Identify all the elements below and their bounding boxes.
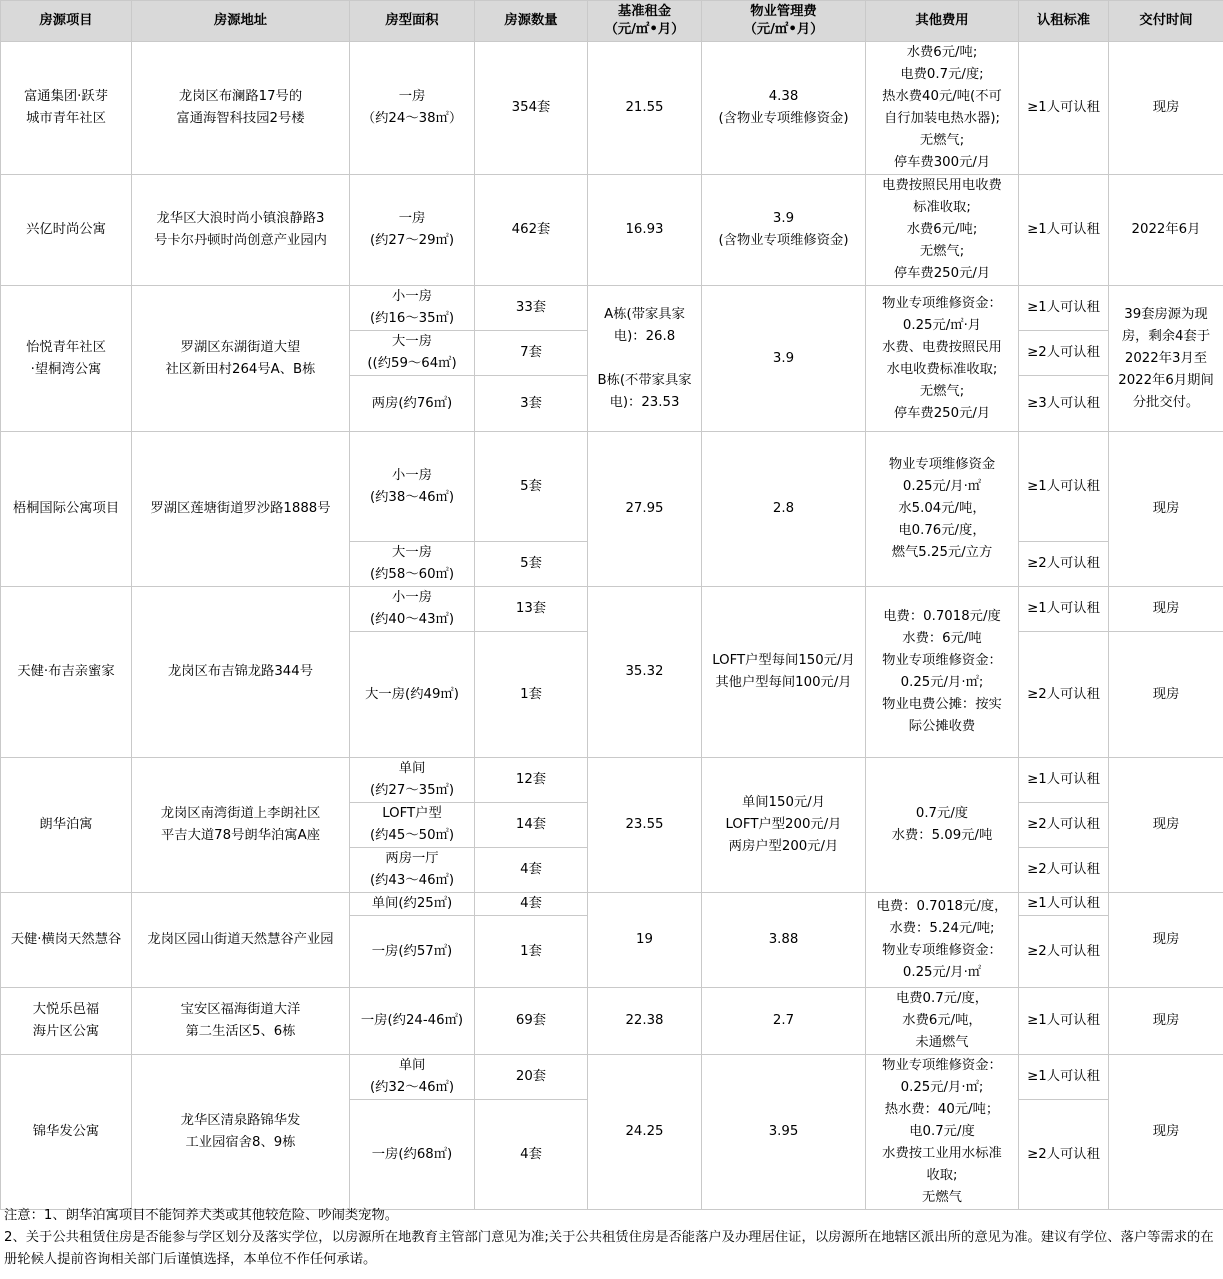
table-row bbox=[1, 893, 1223, 916]
delivery-time: 现房 bbox=[1109, 1055, 1223, 1210]
room-count: 462套 bbox=[475, 175, 588, 286]
room-area: 小一房 (约16～35㎡) bbox=[350, 286, 475, 331]
header-delivery: 交付时间 bbox=[1109, 1, 1223, 42]
table-row bbox=[1, 432, 1223, 542]
room-count: 14套 bbox=[475, 803, 588, 848]
room-area: 一房 （约24～38㎡） bbox=[350, 42, 475, 175]
project-name: 天健·横岗天然慧谷 bbox=[1, 893, 132, 988]
rent-standard: ≥2人可认租 bbox=[1019, 1100, 1109, 1210]
table-row bbox=[1, 988, 1223, 1055]
project-name: 怡悦青年社区 ·望桐湾公寓 bbox=[1, 286, 132, 432]
rent-standard: ≥3人可认租 bbox=[1019, 376, 1109, 432]
rent-standard: ≥1人可认租 bbox=[1019, 893, 1109, 916]
room-area: 小一房 (约38～46㎡) bbox=[350, 432, 475, 542]
table-row bbox=[1, 587, 1223, 632]
management-fee: 2.8 bbox=[702, 432, 866, 587]
rent-standard: ≥2人可认租 bbox=[1019, 916, 1109, 988]
delivery-time: 现房 bbox=[1109, 42, 1223, 175]
rent-standard: ≥2人可认租 bbox=[1019, 331, 1109, 376]
table-row bbox=[1, 42, 1223, 175]
header-area: 房型面积 bbox=[350, 1, 475, 42]
rent-standard: ≥1人可认租 bbox=[1019, 432, 1109, 542]
delivery-time: 现房 bbox=[1109, 988, 1223, 1055]
rent-standard: ≥2人可认租 bbox=[1019, 803, 1109, 848]
room-count: 12套 bbox=[475, 758, 588, 803]
note-line: 注意：1、朗华泊寓项目不能饲养犬类或其他较危险、吵闹类宠物。 bbox=[4, 1208, 399, 1223]
rent-standard: ≥1人可认租 bbox=[1019, 587, 1109, 632]
management-fee: 3.88 bbox=[702, 893, 866, 988]
rent-standard: ≥2人可认租 bbox=[1019, 848, 1109, 893]
project-name: 兴亿时尚公寓 bbox=[1, 175, 132, 286]
room-count: 33套 bbox=[475, 286, 588, 331]
delivery-time: 现房 bbox=[1109, 632, 1223, 758]
project-name: 锦华发公寓 bbox=[1, 1055, 132, 1210]
notes bbox=[4, 1205, 1219, 1271]
management-fee: 3.9 bbox=[702, 286, 866, 432]
rent-standard: ≥1人可认租 bbox=[1019, 42, 1109, 175]
project-address: 龙岗区布吉锦龙路344号 bbox=[132, 587, 350, 758]
room-count: 4套 bbox=[475, 848, 588, 893]
project-name: 朗华泊寓 bbox=[1, 758, 132, 893]
other-fees: 电费按照民用电收费 标准收取; 水费6元/吨; 无燃气; 停车费250元/月 bbox=[866, 175, 1019, 286]
room-count: 20套 bbox=[475, 1055, 588, 1100]
note-line: 2、关于公共租赁住房是否能参与学区划分及落实学位，以房源所在地教育主管部门意见为准;关于公共租赁住房是否能落户及办理居住证，以房源所在地辖区派出所的意见为准。建议有学位、落户等需求的在册轮候人提前咨询相关部门后谨慎选择，本单位不作任何承诺。 bbox=[4, 1230, 1214, 1267]
header-project: 房源项目 bbox=[1, 1, 132, 42]
management-fee: 3.9 (含物业专项维修资金) bbox=[702, 175, 866, 286]
rent-standard: ≥1人可认租 bbox=[1019, 175, 1109, 286]
room-area: 大一房(约49㎡) bbox=[350, 632, 475, 758]
delivery-time: 现房 bbox=[1109, 432, 1223, 587]
project-address: 龙岗区南湾街道上李朗社区 平吉大道78号朗华泊寓A座 bbox=[132, 758, 350, 893]
room-area: 单间 (约27～35㎡) bbox=[350, 758, 475, 803]
rent-standard: ≥2人可认租 bbox=[1019, 632, 1109, 758]
header-rent: 基准租金 （元/㎡•月） bbox=[588, 1, 702, 42]
room-count: 5套 bbox=[475, 542, 588, 587]
header-row bbox=[1, 1, 1223, 42]
room-count: 69套 bbox=[475, 988, 588, 1055]
delivery-time: 2022年6月 bbox=[1109, 175, 1223, 286]
room-area: 一房 (约27～29㎡) bbox=[350, 175, 475, 286]
room-count: 1套 bbox=[475, 916, 588, 988]
room-count: 354套 bbox=[475, 42, 588, 175]
other-fees: 0.7元/度 水费：5.09元/吨 bbox=[866, 758, 1019, 893]
other-fees: 水费6元/吨; 电费0.7元/度; 热水费40元/吨(不可 自行加装电热水器); 无燃气; 停车费300元/月 bbox=[866, 42, 1019, 175]
room-area: 一房(约57㎡) bbox=[350, 916, 475, 988]
base-rent: 24.25 bbox=[588, 1055, 702, 1210]
delivery-time: 现房 bbox=[1109, 893, 1223, 988]
delivery-time: 现房 bbox=[1109, 758, 1223, 893]
management-fee: 单间150元/月 LOFT户型200元/月 两房户型200元/月 bbox=[702, 758, 866, 893]
project-address: 罗湖区莲塘街道罗沙路1888号 bbox=[132, 432, 350, 587]
project-address: 龙岗区园山街道天然慧谷产业园 bbox=[132, 893, 350, 988]
other-fees: 物业专项维修资金： 0.25元/月·㎡; 热水费：40元/吨； 电0.7元/度 水费按工业用水标准 收取; 无燃气 bbox=[866, 1055, 1019, 1210]
project-name: 大悦乐邑福 海片区公寓 bbox=[1, 988, 132, 1055]
other-fees: 物业专项维修资金 0.25元/月·㎡ 水5.04元/吨， 电0.76元/度， 燃气5.25元/立方 bbox=[866, 432, 1019, 587]
table-row bbox=[1, 1055, 1223, 1100]
room-count: 4套 bbox=[475, 893, 588, 916]
rent-standard: ≥1人可认租 bbox=[1019, 758, 1109, 803]
project-address: 龙华区清泉路锦华发 工业园宿舍8、9栋 bbox=[132, 1055, 350, 1210]
room-area: 单间 (约32～46㎡) bbox=[350, 1055, 475, 1100]
room-area: 大一房 ((约59～64㎡) bbox=[350, 331, 475, 376]
delivery-time: 39套房源为现 房，剩余4套于 2022年3月至 2022年6月期间 分批交付。 bbox=[1109, 286, 1223, 432]
project-address: 龙岗区布澜路17号的 富通海智科技园2号楼 bbox=[132, 42, 350, 175]
room-count: 13套 bbox=[475, 587, 588, 632]
project-name: 梧桐国际公寓项目 bbox=[1, 432, 132, 587]
table-row bbox=[1, 175, 1223, 286]
other-fees: 电费0.7元/度， 水费6元/吨， 未通燃气 bbox=[866, 988, 1019, 1055]
room-area: 小一房 (约40～43㎡) bbox=[350, 587, 475, 632]
base-rent: A栋(带家具家 电)：26.8 B栋(不带家具家 电)：23.53 bbox=[588, 286, 702, 432]
header-fee: 物业管理费 （元/㎡•月） bbox=[702, 1, 866, 42]
delivery-time: 现房 bbox=[1109, 587, 1223, 632]
base-rent: 21.55 bbox=[588, 42, 702, 175]
rent-standard: ≥1人可认租 bbox=[1019, 1055, 1109, 1100]
room-area: 两房一厅 (约43～46㎡) bbox=[350, 848, 475, 893]
room-count: 4套 bbox=[475, 1100, 588, 1210]
header-address: 房源地址 bbox=[132, 1, 350, 42]
room-area: 两房(约76㎡) bbox=[350, 376, 475, 432]
rent-standard: ≥1人可认租 bbox=[1019, 988, 1109, 1055]
base-rent: 16.93 bbox=[588, 175, 702, 286]
project-address: 宝安区福海街道大洋 第二生活区5、6栋 bbox=[132, 988, 350, 1055]
room-area: 一房(约68㎡) bbox=[350, 1100, 475, 1210]
room-area: 一房(约24-46㎡) bbox=[350, 988, 475, 1055]
base-rent: 27.95 bbox=[588, 432, 702, 587]
base-rent: 22.38 bbox=[588, 988, 702, 1055]
project-name: 富通集团·跃芽 城市青年社区 bbox=[1, 42, 132, 175]
other-fees: 电费：0.7018元/度， 水费：5.24元/吨; 物业专项维修资金： 0.25元/月·㎡ bbox=[866, 893, 1019, 988]
base-rent: 23.55 bbox=[588, 758, 702, 893]
other-fees: 电费：0.7018元/度 水费：6元/吨 物业专项维修资金： 0.25元/月·㎡; 物业电费公摊：按实 际公摊收费 bbox=[866, 587, 1019, 758]
project-address: 龙华区大浪时尚小镇浪静路3 号卡尔丹顿时尚创意产业园内 bbox=[132, 175, 350, 286]
room-area: LOFT户型 (约45～50㎡) bbox=[350, 803, 475, 848]
management-fee: 2.7 bbox=[702, 988, 866, 1055]
management-fee: 3.95 bbox=[702, 1055, 866, 1210]
management-fee: LOFT户型每间150元/月 其他户型每间100元/月 bbox=[702, 587, 866, 758]
base-rent: 19 bbox=[588, 893, 702, 988]
room-count: 7套 bbox=[475, 331, 588, 376]
room-count: 5套 bbox=[475, 432, 588, 542]
header-count: 房源数量 bbox=[475, 1, 588, 42]
project-address: 罗湖区东湖街道大望 社区新田村264号A、B栋 bbox=[132, 286, 350, 432]
rent-standard: ≥1人可认租 bbox=[1019, 286, 1109, 331]
room-area: 大一房 (约58～60㎡) bbox=[350, 542, 475, 587]
table-row bbox=[1, 286, 1223, 331]
rent-standard: ≥2人可认租 bbox=[1019, 542, 1109, 587]
room-area: 单间(约25㎡) bbox=[350, 893, 475, 916]
table-row bbox=[1, 758, 1223, 803]
management-fee: 4.38 (含物业专项维修资金) bbox=[702, 42, 866, 175]
other-fees: 物业专项维修资金： 0.25元/㎡·月 水费、电费按照民用 水电收费标准收取; 无燃气; 停车费250元/月 bbox=[866, 286, 1019, 432]
room-count: 1套 bbox=[475, 632, 588, 758]
header-standard: 认租标准 bbox=[1019, 1, 1109, 42]
base-rent: 35.32 bbox=[588, 587, 702, 758]
header-other: 其他费用 bbox=[866, 1, 1019, 42]
room-count: 3套 bbox=[475, 376, 588, 432]
project-name: 天健·布吉亲蜜家 bbox=[1, 587, 132, 758]
